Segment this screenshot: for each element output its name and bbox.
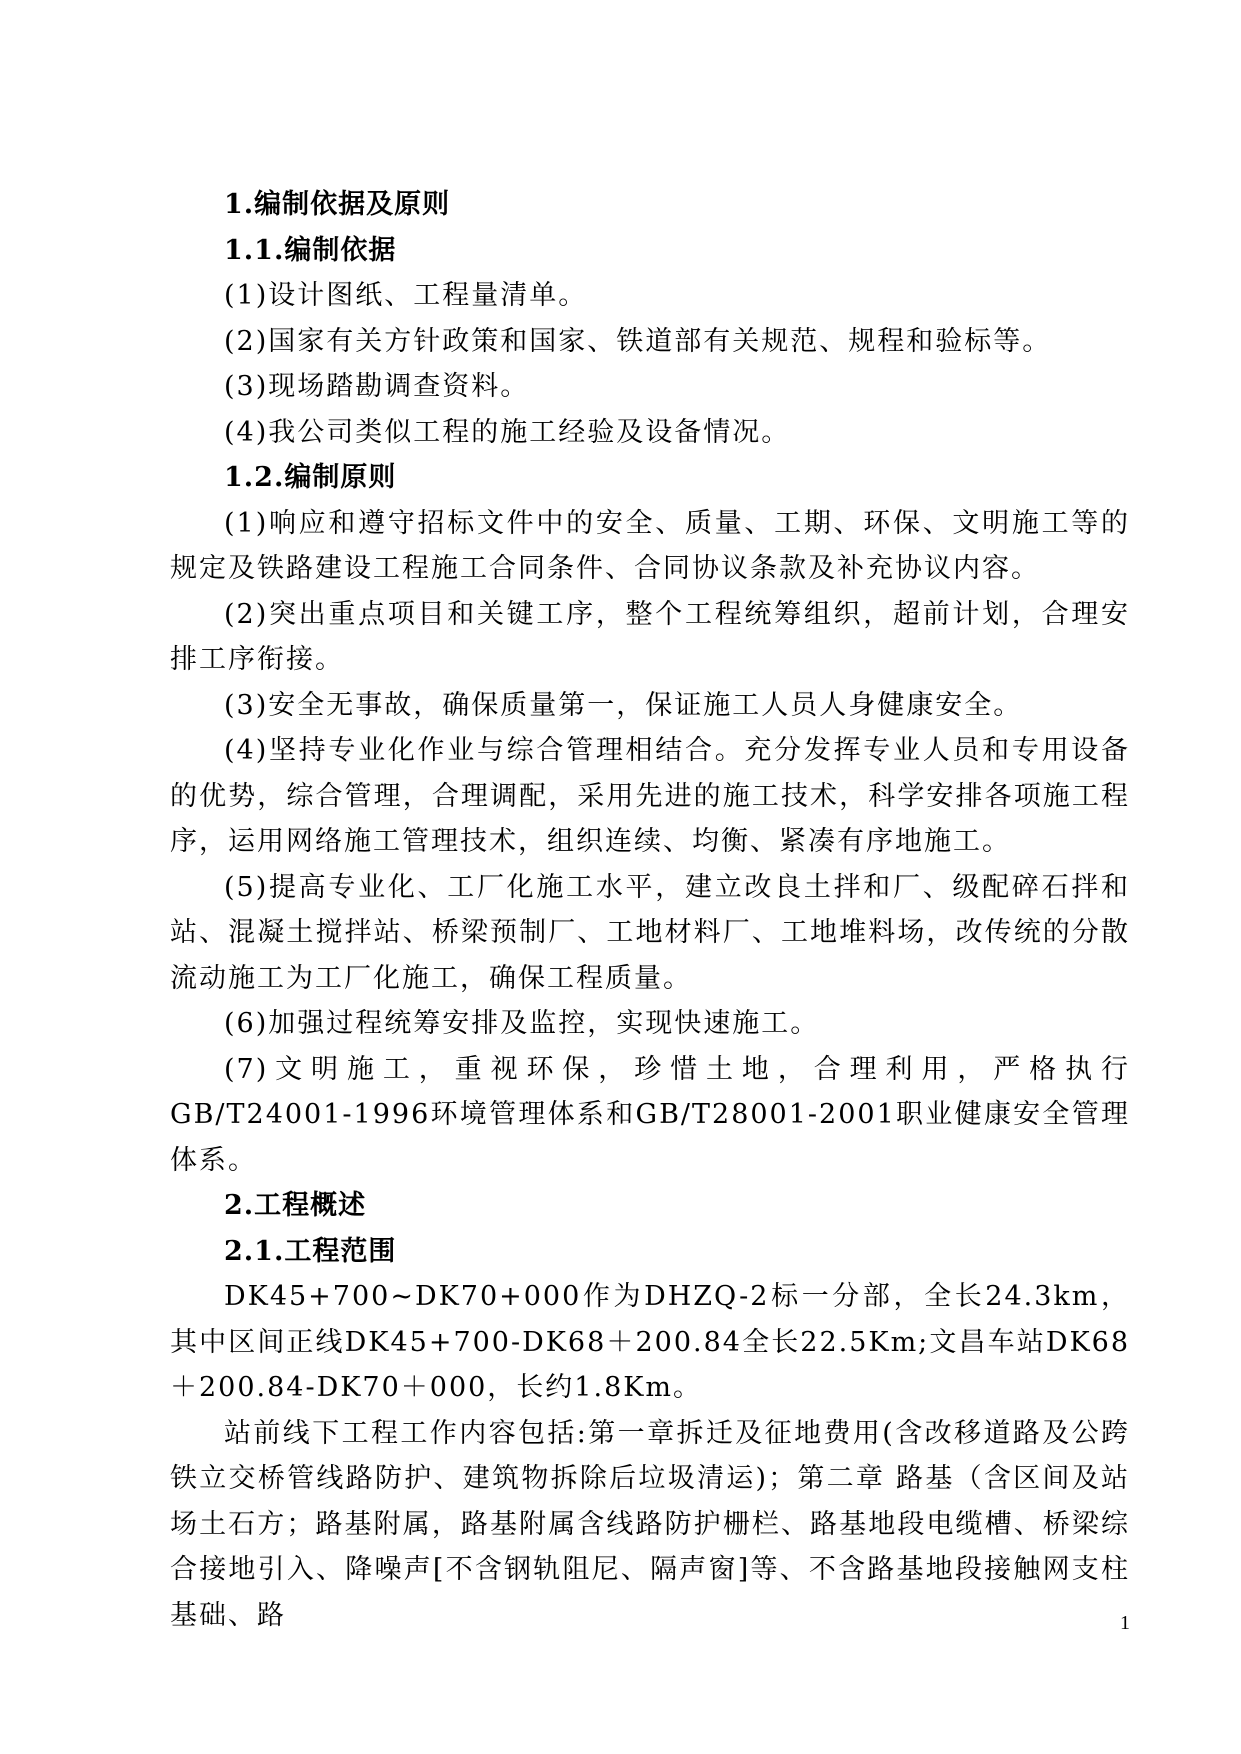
paragraph: (4)我公司类似工程的施工经验及设备情况。 bbox=[224, 416, 791, 448]
section-heading: 2.工程概述 bbox=[224, 1190, 367, 1221]
paragraph: (4)坚持专业化作业与综合管理相结合。充分发挥专业人员和专用设备的优势，综合管理，合理调配，采用先进的施工技术，科学安排各项施工程序，运用网络施工管理技术，组织连续、均衡、紧凑有序地施工。 bbox=[170, 735, 1130, 857]
paragraph: (2)突出重点项目和关键工序，整个工程统筹组织，超前计划，合理安排工序衔接。 bbox=[170, 598, 1130, 675]
paragraph: (3)现场踏勘调查资料。 bbox=[224, 371, 530, 402]
subsection-heading: 2.1.工程范围 bbox=[224, 1235, 397, 1267]
paragraph: 站前线下工程工作内容包括:第一章拆迁及征地费用(含改移道路及公跨铁立交桥管线路防护、建筑物拆除后垃圾清运)；第二章 路基（含区间及站场土石方；路基附属，路基附属含线路防护栅栏、路基地段电缆槽、桥梁综合接地引入、降噪声[不含钢轨阻尼、隔声窗]等、不含路基地段接触网支柱基础、路 bbox=[170, 1417, 1130, 1631]
paragraph: (1)设计图纸、工程量清单。 bbox=[224, 280, 588, 311]
subsection-heading: 1.1.编制依据 bbox=[224, 234, 397, 266]
paragraph: (6)加强过程统筹安排及监控，实现快速施工。 bbox=[224, 1008, 820, 1039]
paragraph: (5)提高专业化、工厂化施工水平，建立改良土拌和厂、级配碎石拌和站、混凝土搅拌站、桥梁预制厂、工地材料厂、工地堆料场，改传统的分散流动施工为工厂化施工，确保工程质量。 bbox=[170, 871, 1130, 994]
document-body bbox=[170, 182, 1130, 1638]
paragraph: DK45+700~DK70+000作为DHZQ-2标一分部，全长24.3km，其中区间正线DK45+700-DK68＋200.84全长22.5Km;文昌车站DK68＋200.84-DK70＋000，长约1.8Km。 bbox=[170, 1281, 1130, 1403]
paragraph: (7)文明施工，重视环保，珍惜土地，合理利用，严格执行GB/T24001-1996环境管理体系和GB/T28001-2001职业健康安全管理体系。 bbox=[170, 1053, 1130, 1176]
subsection-heading: 1.2.编制原则 bbox=[224, 462, 397, 493]
paragraph: (3)安全无事故，确保质量第一，保证施工人员人身健康安全。 bbox=[224, 689, 1023, 721]
page-number: 1 bbox=[1120, 1612, 1130, 1634]
section-heading: 1.编制依据及原则 bbox=[224, 189, 451, 220]
paragraph: (1)响应和遵守招标文件中的安全、质量、工期、环保、文明施工等的规定及铁路建设工程施工合同条件、合同协议条款及补充协议内容。 bbox=[170, 507, 1130, 584]
paragraph: (2)国家有关方针政策和国家、铁道部有关规范、规程和验标等。 bbox=[224, 325, 1052, 357]
